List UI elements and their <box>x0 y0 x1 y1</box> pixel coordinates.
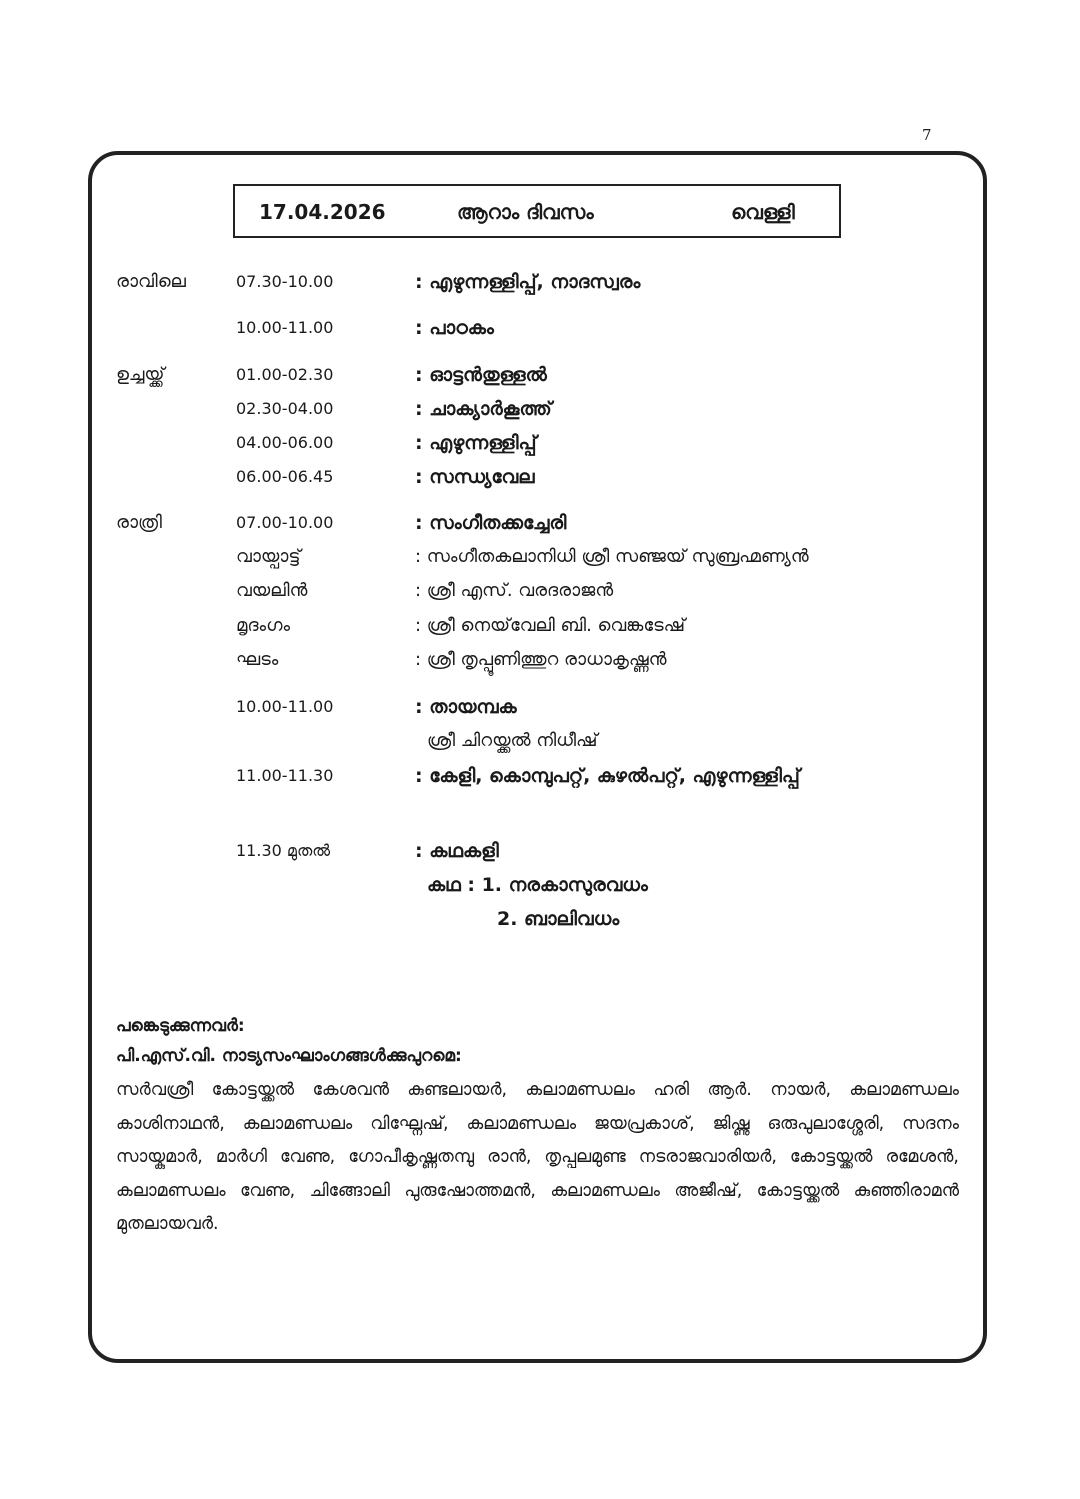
artist-name: : ശ്രീ എസ്. വരദരാജൻ <box>415 580 614 601</box>
event-item: : സന്ധ്യവേല <box>415 466 535 488</box>
story-item: 2. ബാലിവധം <box>497 908 620 930</box>
artist-name: : സംഗീതകലാനിധി ശ്രീ സഞ്ജയ് സുബ്രഹ്മണ്യൻ <box>415 546 809 567</box>
time-slot: 04.00-06.00 <box>236 433 334 452</box>
performers-heading: പങ്കെടുക്കുന്നവർ: <box>116 1016 245 1036</box>
artist-name: : ശ്രീ തൃപ്പൂണിത്തുറ രാധാകൃഷ്ണൻ <box>415 649 667 670</box>
instrument-label: മൃദംഗം <box>236 615 291 636</box>
event-item: : കഥകളി <box>415 840 499 862</box>
event-item: : ഓട്ടൻതുള്ളൽ <box>415 364 547 386</box>
time-slot: 11.00-11.30 <box>236 766 334 785</box>
instrument-label: വായ്പാട്ട് <box>236 546 301 567</box>
event-item: : തായമ്പക <box>415 696 517 718</box>
time-slot: 10.00-11.00 <box>236 318 334 337</box>
performers-list: സർവശ്രീ കോട്ടയ്ക്കൽ കേശവൻ കുണ്ടലായർ, കലാമണ്ഡലം ഹരി ആർ. നായർ, കലാമണ്ഡലം കാശിനാഥൻ, കലാമണ്ഡലം വിഘ്നേഷ്, കലാമണ്ഡലം ജയപ്രകാശ്, ജിഷ്ണു ഒരുപുലാശ്ശേരി, സദനം സായ്കുമാർ, മാർഗി വേണു, ഗോപീകൃഷ്ണതമ്പു രാൻ, തൃപ്പലമുണ്ട നടരാജവാരിയർ, കോട്ടയ്ക്കൽ രമേശൻ, കലാമണ്ഡലം വേണു, ചിങ്ങോലി പുരുഷോത്തമൻ, കലാമണ്ഡലം അജീഷ്, കോട്ടയ്ക്കൽ കുഞ്ഞിരാമൻ മുതലായവർ. <box>116 1080 959 1234</box>
time-slot: 07.00-10.00 <box>236 513 334 532</box>
day-header <box>233 184 841 238</box>
story-item: കഥ : 1. നരകാസുരവധം <box>427 874 648 896</box>
event-item: : കേളി, കൊമ്പുപറ്റ്, കുഴൽപറ്റ്, എഴുന്നള്ളിപ്പ് <box>415 765 800 787</box>
session-label: രാത്രി <box>116 512 162 533</box>
instrument-label: വയലിൻ <box>236 580 308 601</box>
page-number: 7 <box>922 126 932 144</box>
event-item: : എഴുന്നള്ളിപ്പ് <box>415 432 537 454</box>
time-slot: 07.30-10.00 <box>236 272 334 291</box>
time-slot: 11.30 മുതൽ <box>236 841 331 860</box>
session-label: രാവിലെ <box>116 271 186 292</box>
header-day: ആറാം ദിവസം <box>457 200 594 224</box>
event-item: : സംഗീതക്കച്ചേരി <box>415 512 567 534</box>
time-slot: 01.00-02.30 <box>236 365 334 384</box>
performers-subheading: പി.എസ്.വി. നാട്യസംഘാംഗങ്ങൾക്കുപുറമെ: <box>116 1046 462 1066</box>
header-date: 17.04.2026 <box>259 200 386 224</box>
instrument-label: ഘടം <box>236 649 279 670</box>
event-item: : ചാക്യാർകൂത്ത് <box>415 398 552 420</box>
artist-name: ശ്രീ ചിറയ്ക്കൽ നിധീഷ് <box>427 730 598 751</box>
time-slot: 06.00-06.45 <box>236 467 334 486</box>
time-slot: 10.00-11.00 <box>236 697 334 716</box>
time-slot: 02.30-04.00 <box>236 399 334 418</box>
event-item: : പാഠകം <box>415 317 494 339</box>
artist-name: : ശ്രീ നെയ്‌വേലി ബി. വെങ്കടേഷ് <box>415 615 685 636</box>
header-weekday: വെള്ളി <box>731 200 795 224</box>
session-label: ഉച്ചയ്ക്ക് <box>116 364 165 385</box>
event-item: : എഴുന്നള്ളിപ്പ്, നാദസ്വരം <box>415 271 641 293</box>
